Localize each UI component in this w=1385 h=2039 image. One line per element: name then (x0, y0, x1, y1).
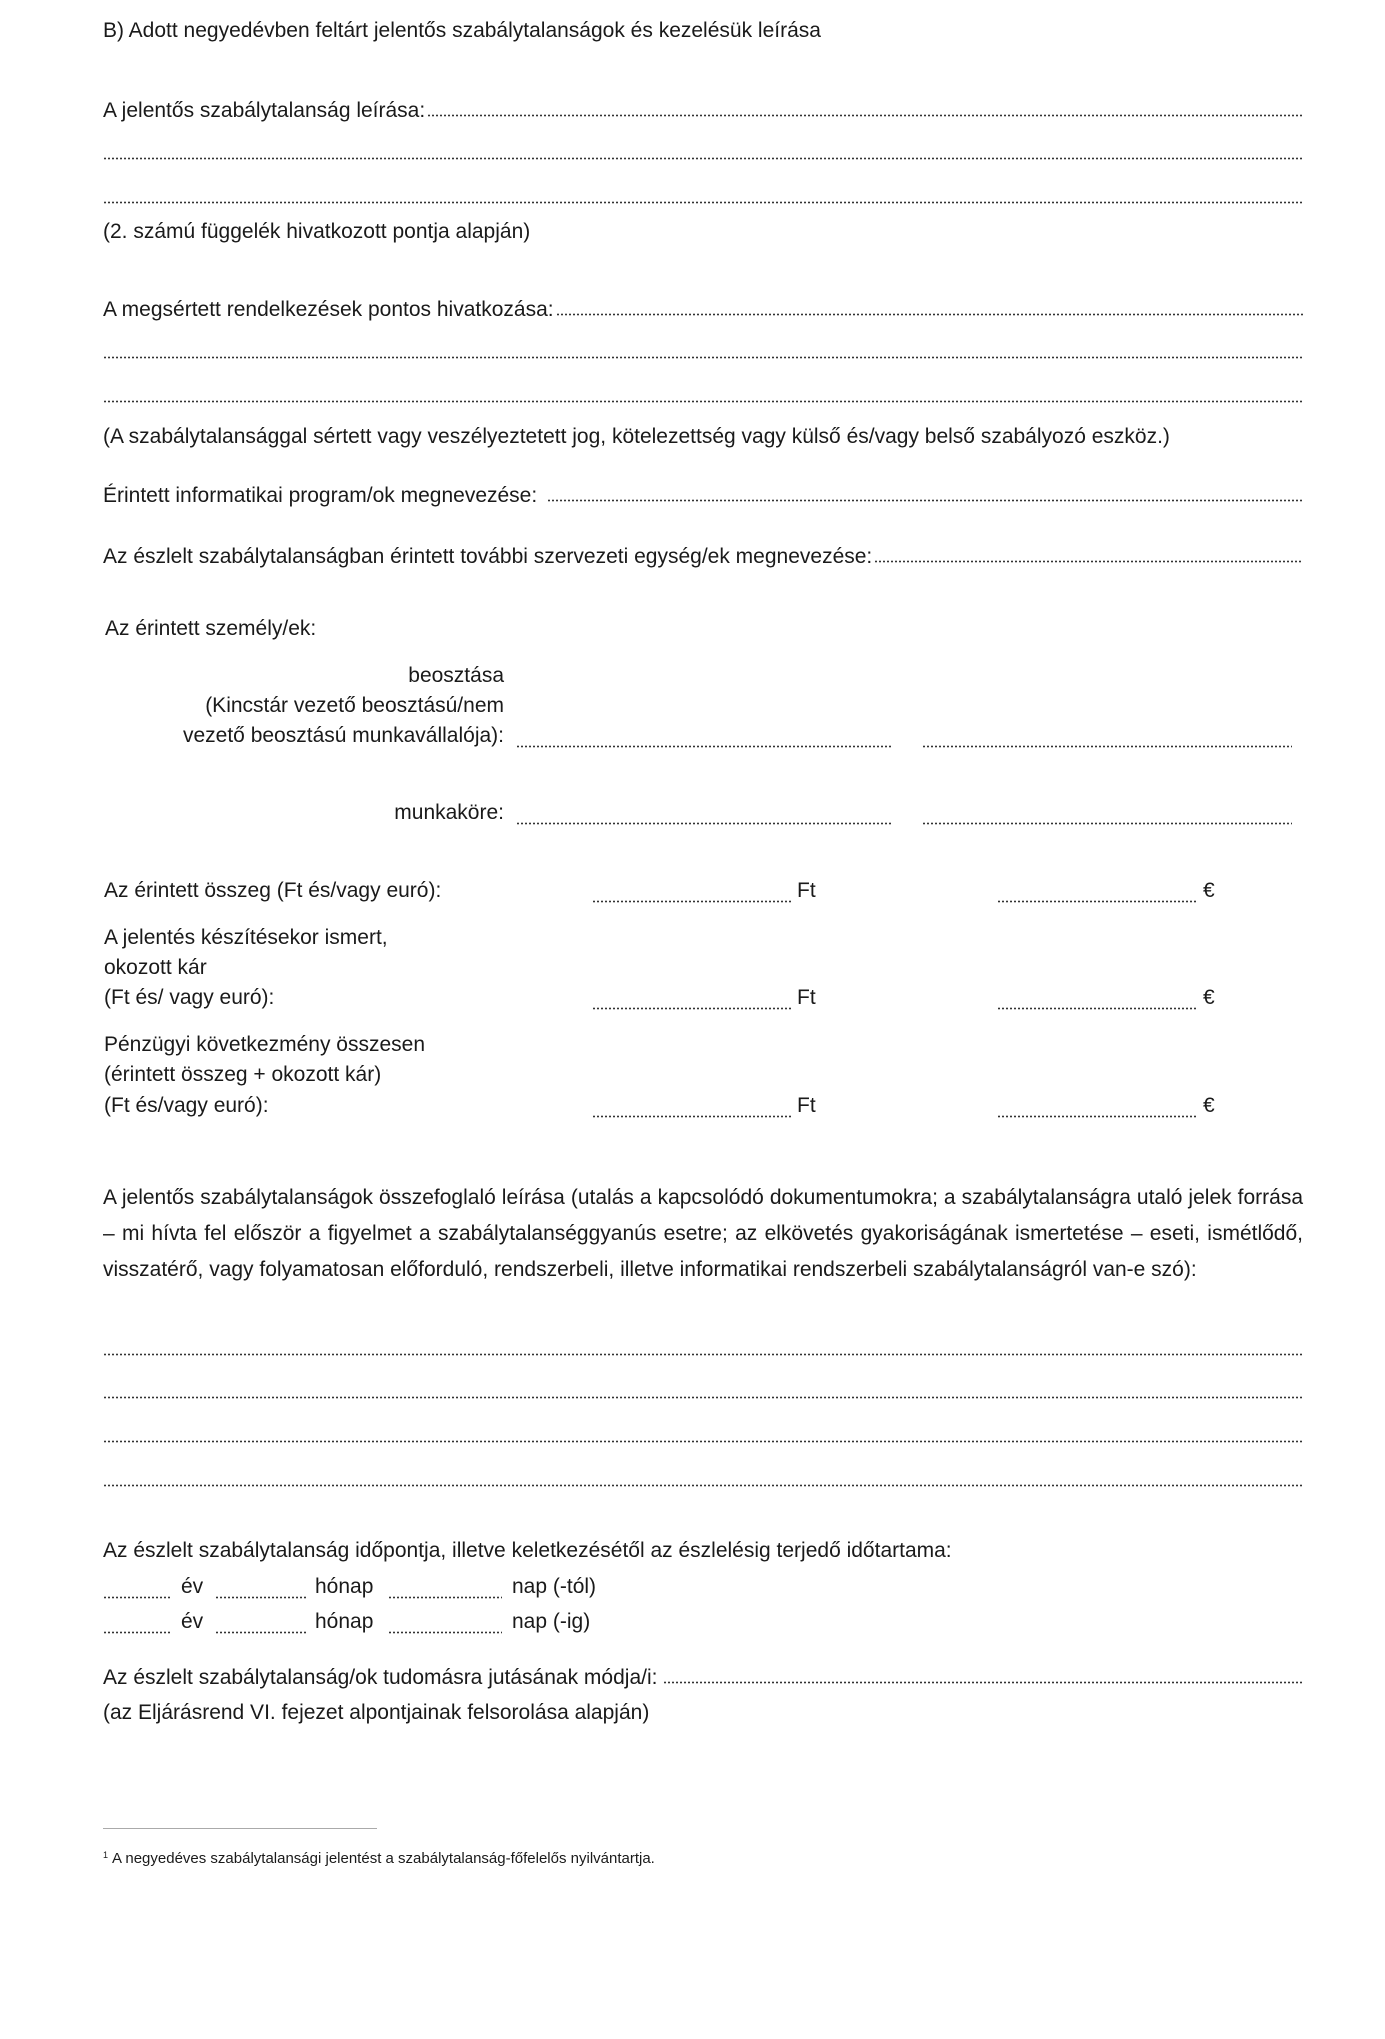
provisions-field[interactable] (103, 297, 1303, 322)
damage-ft-dotline[interactable] (592, 1007, 792, 1010)
provisions-dotline (556, 313, 1303, 316)
timing-to-day-dotline[interactable] (388, 1631, 502, 1634)
job-label: munkaköre: (394, 801, 504, 824)
awareness-label: Az észlelt szabálytalanság/ok tudomásra jutásának módja/i: (103, 1666, 658, 1689)
timing-from-month-dotline[interactable] (215, 1596, 307, 1599)
timing-from-day-unit: nap (-tól) (512, 1575, 597, 1598)
timing-from-month-unit: hónap (315, 1575, 374, 1598)
total-ft-unit: Ft (797, 1094, 816, 1117)
awareness-dotline (663, 1681, 1303, 1684)
awareness-field[interactable] (103, 1665, 1303, 1690)
summary-dotline-2[interactable] (103, 1396, 1303, 1399)
total-label-line-1: Pénzügyi következmény összesen (104, 1033, 425, 1056)
awareness-note: (az Eljárásrend VI. fejezet alpontjainak felsorolása alapján) (103, 1701, 650, 1724)
damage-ft-unit: Ft (797, 986, 816, 1009)
affected-amount-eur-dotline[interactable] (997, 900, 1197, 903)
position-dotline-2[interactable] (922, 745, 1292, 748)
job-dotline-2[interactable] (922, 822, 1292, 825)
total-ft-dotline[interactable] (592, 1115, 792, 1118)
damage-label-line-3: (Ft és/ vagy euró): (104, 986, 275, 1009)
it-programs-field[interactable] (103, 483, 1303, 508)
description-dotline (427, 114, 1303, 117)
description-dotline-2[interactable] (103, 157, 1303, 160)
affected-amount-ft-dotline[interactable] (592, 900, 792, 903)
timing-to-year-unit: év (181, 1610, 204, 1633)
summary-dotline-3[interactable] (103, 1440, 1303, 1443)
damage-label-line-1: A jelentés készítésekor ismert, (104, 926, 388, 949)
total-eur-unit: € (1203, 1094, 1215, 1117)
timing-label: Az észlelt szabálytalanság időpontja, illetve keletkezésétől az észlelésig terjedő időtartama: (103, 1539, 952, 1562)
it-programs-label: Érintett informatikai program/ok megnevezése: (103, 484, 538, 507)
provisions-dotline-3[interactable] (103, 400, 1303, 403)
damage-eur-unit: € (1203, 986, 1215, 1009)
description-note: (2. számú függelék hivatkozott pontja alapján) (103, 220, 531, 243)
summary-dotline-4[interactable] (103, 1484, 1303, 1487)
position-dotline-1[interactable] (516, 745, 892, 748)
footnote-text: A negyedéves szabálytalansági jelentést a szabálytalanság-főfelelős nyilvántartja. (112, 1850, 655, 1867)
affected-amount-label: Az érintett összeg (Ft és/vagy euró): (104, 879, 442, 902)
position-label-line-3: vezető beosztású munkavállalója): (182, 724, 504, 747)
footnote-marker: 1 (103, 1850, 109, 1860)
timing-to-month-dotline[interactable] (215, 1631, 307, 1634)
damage-label-line-2: okozott kár (104, 956, 207, 979)
footnote-rule (103, 1828, 377, 1829)
description-label: A jelentős szabálytalanság leírása: (103, 99, 426, 122)
org-units-dotline (874, 560, 1303, 563)
org-units-field[interactable] (103, 544, 1303, 569)
timing-from-year-unit: év (181, 1575, 204, 1598)
affected-amount-eur-unit: € (1203, 879, 1215, 902)
it-programs-dotline (547, 499, 1303, 502)
summary-dotline-1[interactable] (103, 1353, 1303, 1356)
timing-to-day-unit: nap (-ig) (512, 1610, 591, 1633)
job-dotline-1[interactable] (516, 822, 892, 825)
position-label-line-1: beosztása (408, 664, 504, 687)
total-label-line-3: (Ft és/vagy euró): (104, 1094, 269, 1117)
description-dotline-3[interactable] (103, 201, 1303, 204)
section-title: B) Adott negyedévben feltárt jelentős szabálytalanságok és kezelésük leírása (103, 19, 821, 42)
org-units-label: Az észlelt szabálytalanságban érintett további szervezeti egység/ek megnevezése: (103, 545, 873, 568)
footnote (103, 1850, 655, 1868)
summary-text: A jelentős szabálytalanságok összefoglaló leírása (utalás a kapcsolódó dokumentumokra; a szabálytalanságra utaló jelek forrása – mi hívta fel először a figyelmet a szabálytalanséggyanús esetre; az elkövetés gyakoriságának ismertetése – eseti, ismétlődő, visszatérő, vagy folyamatosan előforduló, rendszerbeli, illetve informatikai rendszerbeli szabálytalanságról van-e szó): (103, 1186, 1303, 1281)
affected-amount-ft-unit: Ft (797, 879, 816, 902)
provisions-label: A megsértett rendelkezések pontos hivatkozása: (103, 298, 554, 321)
total-label-line-2: (érintett összeg + okozott kár) (104, 1063, 382, 1086)
provisions-dotline-2[interactable] (103, 356, 1303, 359)
description-field[interactable] (103, 98, 1303, 123)
timing-to-year-dotline[interactable] (103, 1631, 171, 1634)
position-label-line-2: (Kincstár vezető beosztású/nem (205, 694, 504, 717)
damage-eur-dotline[interactable] (997, 1007, 1197, 1010)
timing-from-year-dotline[interactable] (103, 1596, 171, 1599)
total-eur-dotline[interactable] (997, 1115, 1197, 1118)
provisions-note: (A szabálytalansággal sértett vagy veszélyeztetett jog, kötelezettség vagy külső és/vagy belső szabályozó eszköz.) (103, 425, 1170, 448)
timing-to-month-unit: hónap (315, 1610, 374, 1633)
timing-from-day-dotline[interactable] (388, 1596, 502, 1599)
persons-heading: Az érintett személy/ek: (105, 617, 317, 640)
